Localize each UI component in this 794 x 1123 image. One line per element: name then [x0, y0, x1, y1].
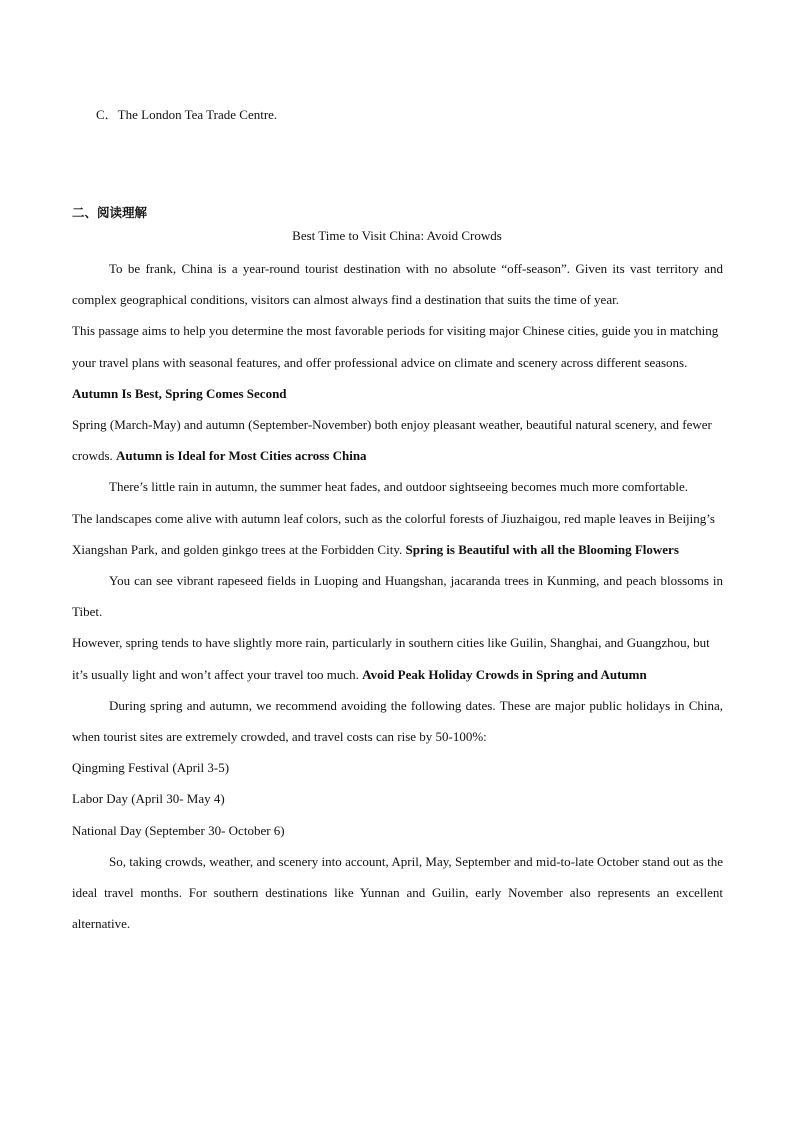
subheading-spring-beautiful: Spring is Beautiful with all the Blooming Flowers: [405, 541, 679, 557]
passage-body: [72, 253, 723, 939]
subheading-autumn-best: Autumn Is Best, Spring Comes Second: [72, 385, 287, 401]
paragraph-purpose: [72, 315, 723, 409]
paragraph-spring-rain-text: However, spring tends to have slightly more rain, particularly in southern cities like Guilin, Shanghai, and Guangzhou, but it’s usually light and won’t affect your travel too much.: [72, 635, 710, 682]
holiday-item: Labor Day (April 30- May 4): [72, 791, 225, 807]
paragraph-spring-rain: [72, 627, 723, 689]
paragraph-autumn-landscapes: [72, 503, 723, 565]
paragraph-spring-flowers: You can see vibrant rapeseed fields in Luoping and Huangshan, jacaranda trees in Kunming, and peach blossoms in Tibet.: [72, 573, 723, 620]
holiday-item: National Day (September 30- October 6): [72, 822, 285, 838]
paragraph-holidays: During spring and autumn, we recommend avoiding the following dates. These are major public holidays in China, when tourist sites are extremely crowded, and travel costs can rise by 50-100%:: [72, 697, 723, 745]
holiday-item: Qingming Festival (April 3-5): [72, 760, 230, 776]
paragraph-seasons: [72, 409, 723, 471]
paragraph-intro: To be frank, China is a year-round tourist destination with no absolute “off-season”. Given its vast territory and complex geographical conditions, visitors can almost always find a destination that suits the time of year.: [72, 261, 723, 308]
paragraph-autumn-landscapes-text: The landscapes come alive with autumn leaf colors, such as the colorful forests of Jiuzhaigou, red maple leaves in Beijing’s Xiangshan Park, and golden ginkgo trees at the Forbidden City.: [72, 510, 715, 557]
paragraph-seasons-text: Spring (March-May) and autumn (September-November) both enjoy pleasant weather, beautiful natural scenery, and fewer crowds.: [72, 417, 712, 464]
paragraph-purpose-text: This passage aims to help you determine the most favorable periods for visiting major Chinese cities, guide you in matching your travel plans with seasonal features, and offer professional advice on climate and scenery across different seasons.: [72, 323, 719, 370]
paragraph-autumn-weather: There’s little rain in autumn, the summer heat fades, and outdoor sightseeing becomes much more comfortable.: [109, 479, 689, 495]
subheading-avoid-crowds: Avoid Peak Holiday Crowds in Spring and Autumn: [362, 666, 647, 682]
passage-title: Best Time to Visit China: Avoid Crowds: [292, 228, 502, 243]
subheading-autumn-ideal: Autumn is Ideal for Most Cities across China: [116, 448, 367, 464]
answer-option-c: C．The London Tea Trade Centre.: [96, 107, 278, 122]
section-heading: 二、阅读理解: [72, 205, 148, 220]
paragraph-conclusion: So, taking crowds, weather, and scenery into account, April, May, September and mid-to-late October stand out as the ideal travel months. For southern destinations like Yunnan and Guilin, early November also represents an excellent alternative.: [72, 853, 723, 932]
